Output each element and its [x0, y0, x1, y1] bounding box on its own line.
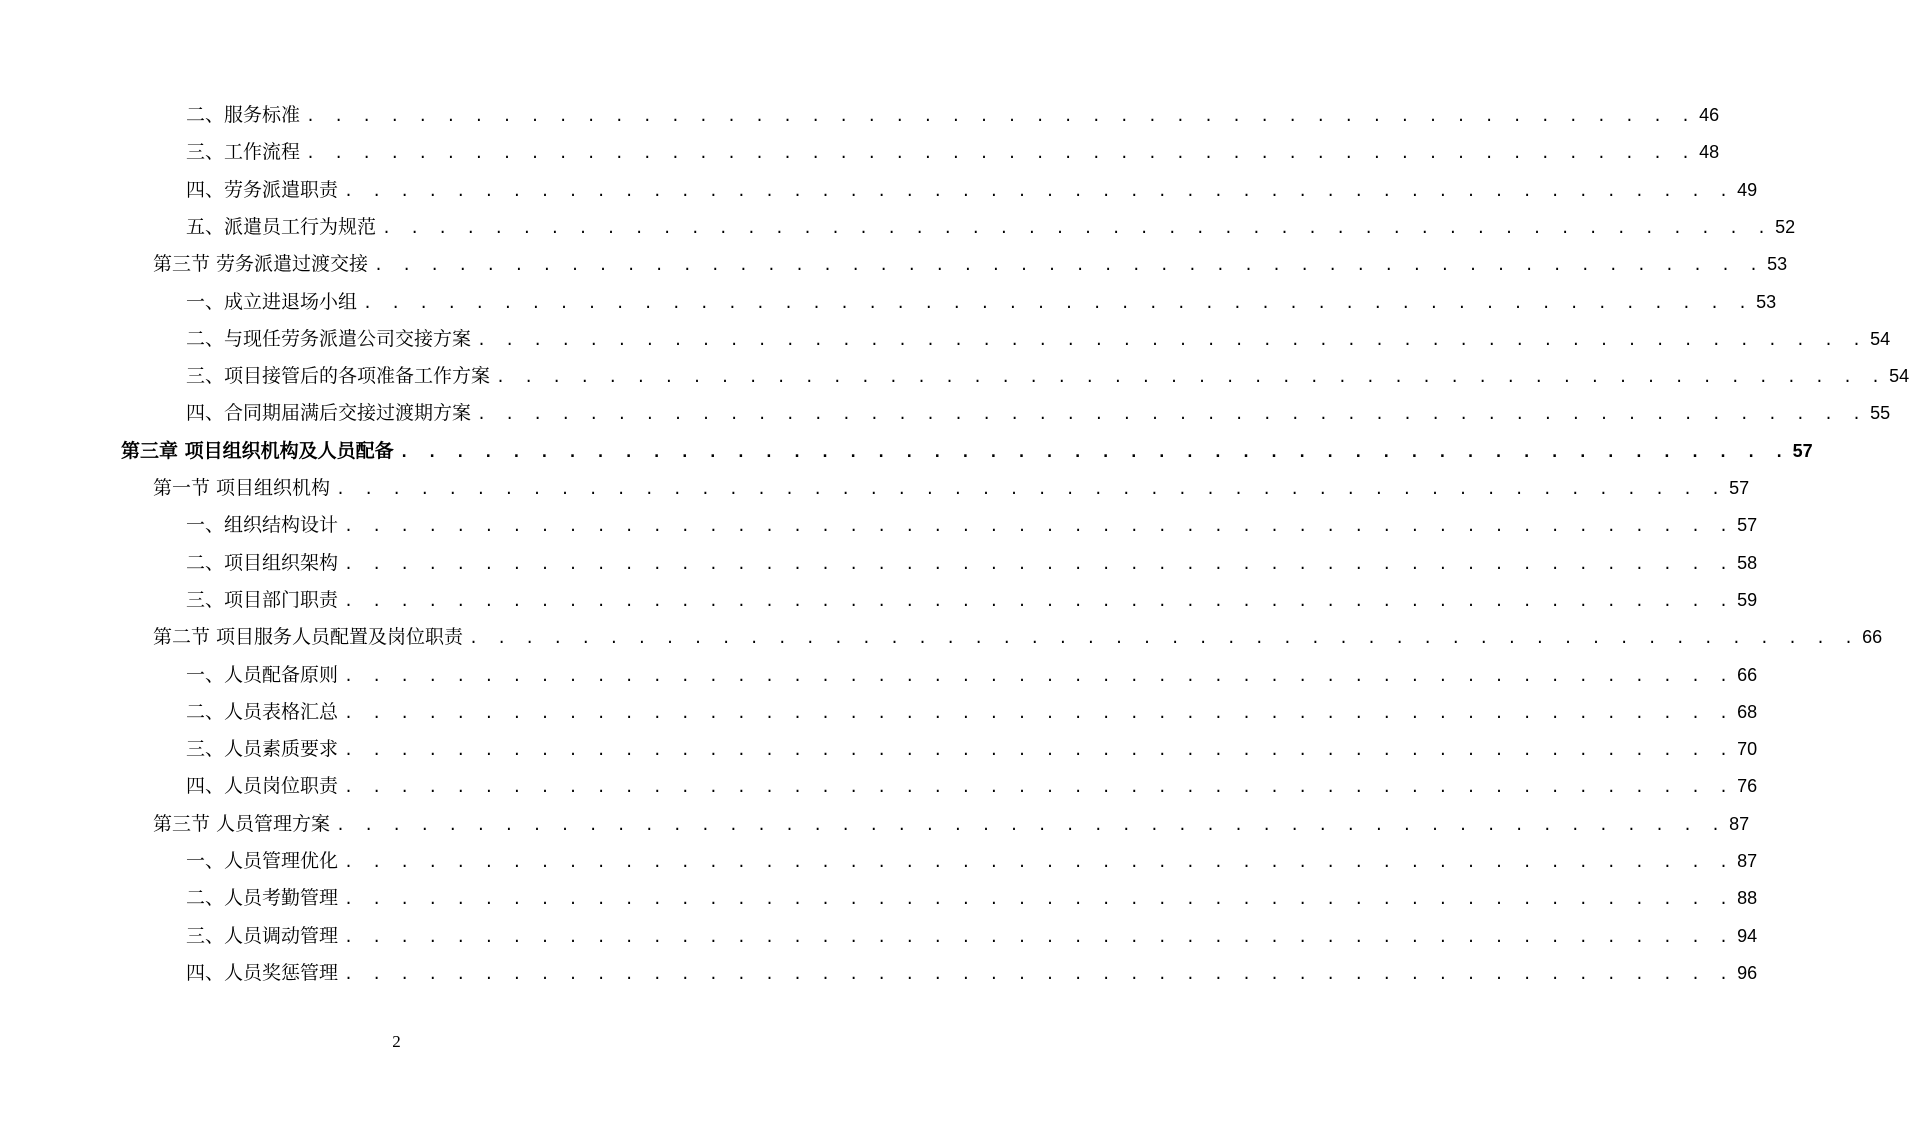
toc-item-entry[interactable] — [186, 399, 1891, 427]
toc-dot-leader: . . . . . . . . . . . . . . . . . . . . . . . . . . . . . . . . . . . . . . . . . . . . . . . . . . — [344, 666, 1734, 685]
toc-entry-title: 一、人员配备原则 — [186, 663, 339, 686]
toc-item-entry[interactable] — [186, 176, 1758, 204]
toc-entry-title: 三、项目接管后的各项准备工作方案 — [186, 365, 491, 388]
toc-entry-title: 二、人员考勤管理 — [186, 887, 339, 910]
toc-dot-leader: . . . . . . . . . . . . . . . . . . . . . . . . . . . . . . . . . . . . . . . . . . . . . . . . . . — [344, 890, 1734, 909]
toc-item-entry[interactable] — [186, 661, 1758, 689]
toc-dot-leader: . . . . . . . . . . . . . . . . . . . . . . . . . . . . . . . . . . . . . . . . . . . . . . . . . . — [344, 778, 1734, 797]
toc-entry-page-number: 87 — [1729, 813, 1750, 834]
toc-item-entry[interactable] — [186, 735, 1758, 763]
toc-dot-leader: . . . . . . . . . . . . . . . . . . . . . . . . . . . . . . . . . . . . . . . . . . . . . . . . . . — [382, 218, 1772, 237]
toc-item-entry[interactable] — [186, 884, 1758, 912]
toc-item-entry[interactable] — [186, 549, 1758, 577]
toc-entry-page-number: 76 — [1737, 776, 1758, 797]
toc-item-entry[interactable] — [186, 847, 1758, 875]
toc-entry-page-number: 68 — [1737, 701, 1758, 722]
toc-section-entry[interactable] — [153, 810, 1750, 838]
toc-dot-leader: . . . . . . . . . . . . . . . . . . . . . . . . . . . . . . . . . . . . . . . . . . . . . . . . . . — [336, 480, 1726, 498]
toc-dot-leader: . . . . . . . . . . . . . . . . . . . . . . . . . . . . . . . . . . . . . . . . . . . . . . . . . . — [306, 144, 1696, 163]
toc-entry-title: 二、项目组织架构 — [186, 551, 339, 574]
toc-entry-page-number: 53 — [1767, 254, 1788, 275]
toc-item-entry[interactable] — [186, 325, 1891, 353]
toc-entry-page-number: 57 — [1737, 515, 1758, 536]
toc-item-entry[interactable] — [186, 586, 1758, 614]
toc-dot-leader: . . . . . . . . . . . . . . . . . . . . . . . . . . . . . . . . . . . . . . . . . . . . . . . . . . — [477, 405, 1867, 424]
toc-entry-page-number: 49 — [1737, 179, 1758, 200]
toc-entry-title: 一、组织结构设计 — [186, 514, 339, 537]
toc-entry-title: 四、合同期届满后交接过渡期方案 — [186, 402, 472, 425]
toc-entry-page-number: 53 — [1756, 291, 1777, 312]
toc-entry-title: 二、服务标准 — [186, 104, 301, 126]
toc-entry-title: 三、工作流程 — [186, 141, 301, 164]
toc-dot-leader: . . . . . . . . . . . . . . . . . . . . . . . . . . . . . . . . . . . . . . . . . . . . . . . . . . — [344, 927, 1734, 946]
toc-entry-page-number: 58 — [1737, 552, 1758, 573]
toc-entry-page-number: 94 — [1737, 925, 1758, 946]
toc-entry-title: 第三章 项目组织机构及人员配备 — [121, 439, 394, 462]
toc-section-entry[interactable] — [153, 474, 1750, 502]
toc-entry-title: 四、劳务派遣职责 — [186, 178, 339, 201]
page-number: 2 — [392, 1032, 401, 1051]
toc-entry-page-number: 54 — [1870, 328, 1891, 349]
toc-entry-title: 一、成立进退场小组 — [186, 290, 358, 313]
toc-entry-title: 三、人员素质要求 — [186, 738, 339, 761]
toc-item-entry[interactable] — [186, 772, 1758, 800]
toc-dot-leader: . . . . . . . . . . . . . . . . . . . . . . . . . . . . . . . . . . . . . . . . . . . . . . . . . . — [363, 293, 1753, 312]
toc-entry-title: 二、人员表格汇总 — [186, 700, 339, 723]
toc-entry-page-number: 59 — [1737, 589, 1758, 610]
toc-entry-page-number: 57 — [1792, 440, 1813, 461]
toc-entry-page-number: 70 — [1737, 739, 1758, 760]
toc-entry-page-number: 52 — [1775, 216, 1796, 237]
toc-dot-leader: . . . . . . . . . . . . . . . . . . . . . . . . . . . . . . . . . . . . . . . . . . . . . . . . . . — [344, 554, 1734, 573]
toc-entry-page-number: 88 — [1737, 888, 1758, 909]
toc-entry-page-number: 57 — [1729, 478, 1750, 498]
toc-entry-title: 第三节 人员管理方案 — [153, 812, 331, 835]
toc-entry-title: 四、人员奖惩管理 — [186, 961, 339, 984]
toc-section-entry[interactable] — [153, 250, 1788, 278]
toc-entry-page-number: 96 — [1737, 962, 1758, 983]
toc-entry-page-number: 54 — [1889, 366, 1909, 387]
toc-entry-title: 五、派遣员工行为规范 — [186, 215, 377, 238]
toc-item-entry[interactable] — [186, 213, 1796, 241]
toc-item-entry[interactable] — [186, 511, 1758, 539]
toc-dot-leader: . . . . . . . . . . . . . . . . . . . . . . . . . . . . . . . . . . . . . . . . . . . . . . . . . . — [374, 256, 1764, 275]
toc-dot-leader: . . . . . . . . . . . . . . . . . . . . . . . . . . . . . . . . . . . . . . . . . . . . . . . . . . — [344, 703, 1734, 722]
toc-entry-page-number: 66 — [1737, 664, 1758, 685]
toc-entry-page-number: 87 — [1737, 851, 1758, 871]
toc-entry-page-number: 46 — [1699, 105, 1720, 125]
toc-dot-leader: . . . . . . . . . . . . . . . . . . . . . . . . . . . . . . . . . . . . . . . . . . . . . . . . . . — [344, 964, 1734, 983]
toc-chapter-entry[interactable] — [121, 437, 1813, 465]
toc-dot-leader: . . . . . . . . . . . . . . . . . . . . . . . . . . . . . . . . . . . . . . . . . . . . . . . . . . — [477, 330, 1867, 349]
toc-dot-leader: . . . . . . . . . . . . . . . . . . . . . . . . . . . . . . . . . . . . . . . . . . . . . . . . . . — [496, 368, 1886, 387]
toc-dot-leader: . . . . . . . . . . . . . . . . . . . . . . . . . . . . . . . . . . . . . . . . . . . . . . . . . . — [469, 629, 1859, 648]
toc-dot-leader: . . . . . . . . . . . . . . . . . . . . . . . . . . . . . . . . . . . . . . . . . . . . . . . . . . — [306, 107, 1696, 125]
toc-entry-page-number: 48 — [1699, 142, 1720, 163]
toc-entry-title: 第二节 项目服务人员配置及岗位职责 — [153, 626, 464, 649]
toc-item-entry[interactable] — [186, 959, 1758, 987]
toc-item-entry[interactable] — [186, 288, 1777, 316]
toc-item-entry[interactable] — [186, 362, 1909, 390]
toc-dot-leader: . . . . . . . . . . . . . . . . . . . . . . . . . . . . . . . . . . . . . . . . . . . . . . . . . . — [344, 517, 1734, 536]
toc-dot-leader: . . . . . . . . . . . . . . . . . . . . . . . . . . . . . . . . . . . . . . . . . . . . . . . . . . — [399, 442, 1789, 461]
toc-entry-title: 三、项目部门职责 — [186, 588, 339, 611]
toc-dot-leader: . . . . . . . . . . . . . . . . . . . . . . . . . . . . . . . . . . . . . . . . . . . . . . . . . . — [344, 741, 1734, 760]
toc-entry-title: 第一节 项目组织机构 — [153, 477, 331, 499]
toc-entry-title: 二、与现任劳务派遣公司交接方案 — [186, 327, 472, 350]
toc-item-entry[interactable] — [186, 101, 1720, 129]
toc-item-entry[interactable] — [186, 698, 1758, 726]
toc-entry-title: 一、人员管理优化 — [186, 850, 339, 872]
toc-section-entry[interactable] — [153, 623, 1883, 651]
toc-entry-page-number: 66 — [1862, 627, 1883, 648]
toc-item-entry[interactable] — [186, 922, 1758, 950]
toc-entry-page-number: 55 — [1870, 403, 1891, 424]
toc-dot-leader: . . . . . . . . . . . . . . . . . . . . . . . . . . . . . . . . . . . . . . . . . . . . . . . . . . — [336, 815, 1726, 834]
toc-dot-leader: . . . . . . . . . . . . . . . . . . . . . . . . . . . . . . . . . . . . . . . . . . . . . . . . . . — [344, 853, 1734, 871]
toc-dot-leader: . . . . . . . . . . . . . . . . . . . . . . . . . . . . . . . . . . . . . . . . . . . . . . . . . . — [344, 591, 1734, 610]
toc-item-entry[interactable] — [186, 138, 1720, 166]
toc-entry-title: 三、人员调动管理 — [186, 924, 339, 947]
toc-entry-title: 四、人员岗位职责 — [186, 775, 339, 798]
toc-entry-title: 第三节 劳务派遣过渡交接 — [153, 253, 369, 276]
toc-dot-leader: . . . . . . . . . . . . . . . . . . . . . . . . . . . . . . . . . . . . . . . . . . . . . . . . . . — [344, 181, 1734, 200]
